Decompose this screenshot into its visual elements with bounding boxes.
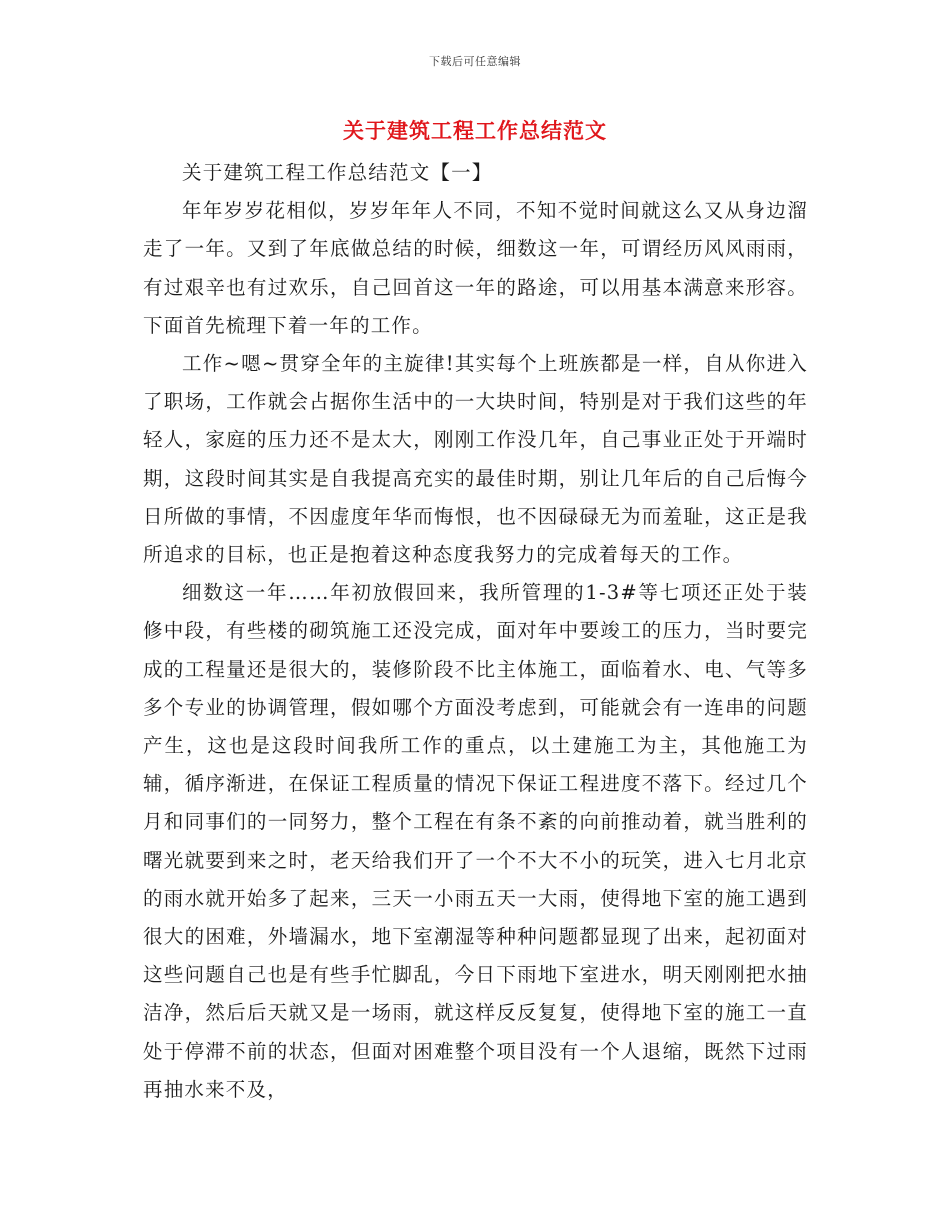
section-heading: 关于建筑工程工作总结范文【一】 [182,161,493,184]
document-body [143,154,808,1109]
paragraph-work: 工作~嗯~贯穿全年的主旋律!其实每个上班族都是一样，自从你进入了职场，工作就会占据你生活中的一大块时间，特别是对于我们这些的年轻人，家庭的压力还不是太大，刚刚工作没几年，自己事业正处于开端时期，这段时间其实是自我提高充实的最佳时期，别让几年后的自己后悔今日所做的事情，不因虚度年华而悔恨，也不因碌碌无为而羞耻，这正是我所追求的目标，也正是抱着这种态度我努力的完成着每天的工作。 [143,352,808,567]
header-note: 下载后可任意编辑 [429,55,521,68]
document-title: 关于建筑工程工作总结范文 [343,118,607,143]
paragraph-review: 细数这一年……年初放假回来，我所管理的1-3#等七项还正处于装修中段，有些楼的砌筑施工还没完成，面对年中要竣工的压力，当时要完成的工程量还是很大的，装修阶段不比主体施工，面临着水、电、气等多多个专业的协调管理，假如哪个方面没考虑到，可能就会有一连串的问题产生，这也是这段时间我所工作的重点，以土建施工为主，其他施工为辅，循序渐进，在保证工程质量的情况下保证工程进度不落下。经过几个月和同事们的一同努力，整个工程在有条不紊的向前推动着，就当胜利的曙光就要到来之时，老天给我们开了一个不大不小的玩笑，进入七月北京的雨水就开始多了起来，三天一小雨五天一大雨，使得地下室的施工遇到很大的困难，外墙漏水，地下室潮湿等种种问题都显现了出来，起初面对这些问题自己也是有些手忙脚乱，今日下雨地下室进水，明天刚刚把水抽洁净，然后后天就又是一场雨，就这样反反复复，使得地下室的施工一直处于停滞不前的状态，但面对困难整个项目没有一个人退缩，既然下过雨再抽水来不及， [143,581,808,1101]
paragraph-intro: 年年岁岁花相似，岁岁年年人不同，不知不觉时间就这么又从身边溜走了一年。又到了年底做总结的时候，细数这一年，可谓经历风风雨雨，有过艰辛也有过欢乐，自己回首这一年的路途，可以用基本满意来形容。下面首先梳理下着一年的工作。 [143,199,808,337]
